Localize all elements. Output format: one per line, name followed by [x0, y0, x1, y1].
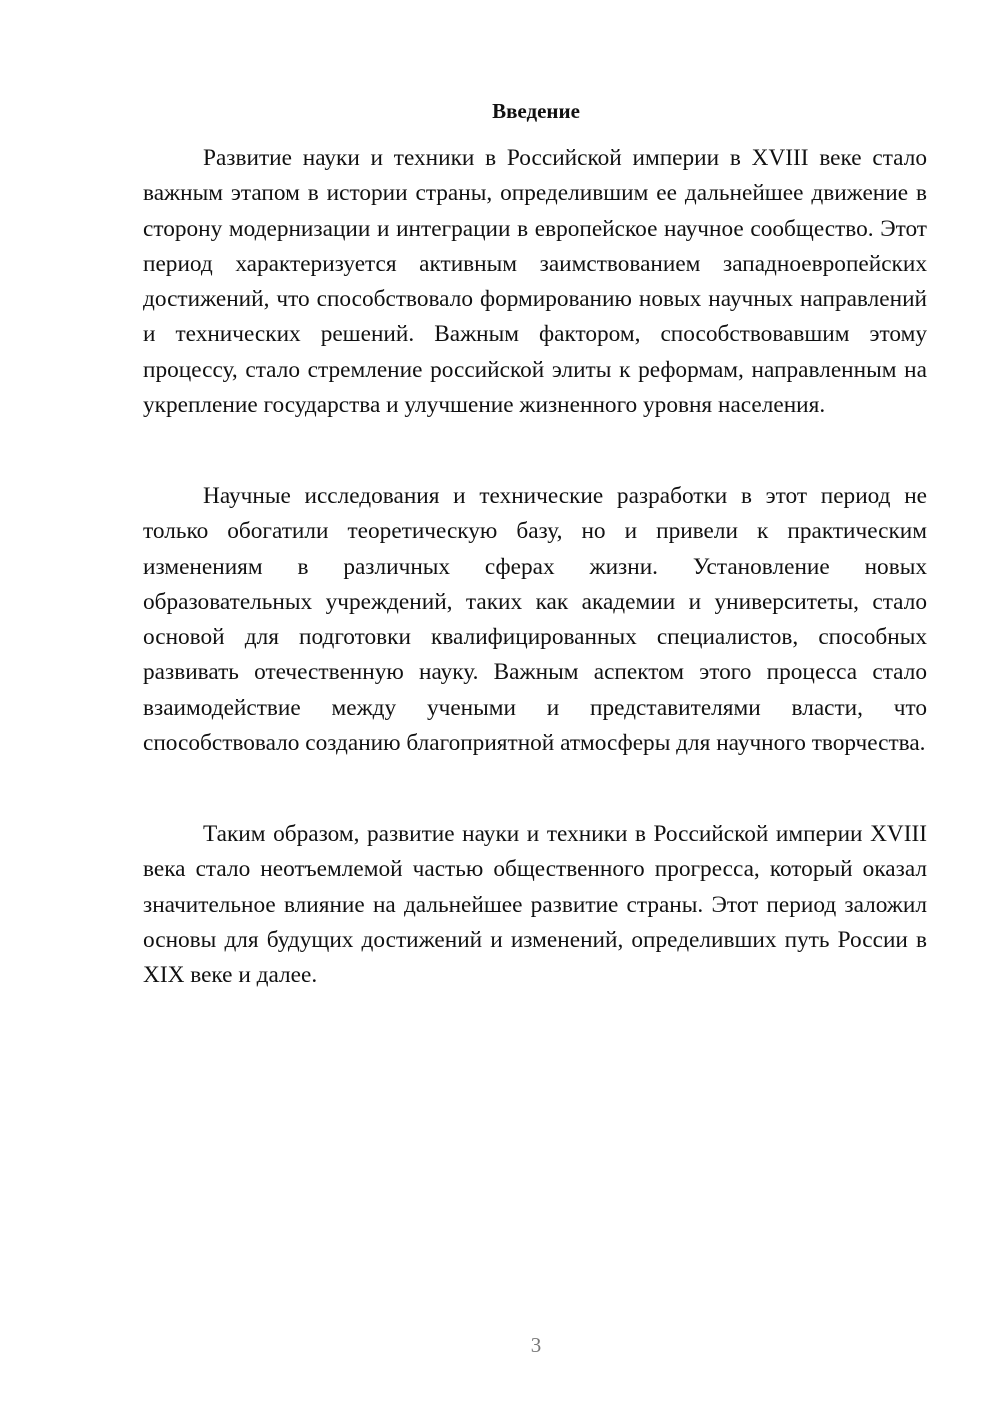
page-number: 3: [530, 1333, 542, 1357]
paragraph-2: Научные исследования и технические разработки в этот период не только обогатили теоретическую базу, но и привели к практическим изменениям в различных сферах жизни. Установление новых образовательных учреждений, таких как академии и университеты, стало основой для подготовки квалифицированных специалистов, способных развивать отечественную науку. Важным аспектом этого процесса стало взаимодействие между учеными и представителями власти, что способствовало созданию благоприятной атмосферы для научного творчества.: [143, 483, 927, 757]
section-title: Введение: [492, 99, 580, 123]
paragraph-3: Таким образом, развитие науки и техники в Российской империи XVIII века стало неотъемлемой частью общественного прогресса, который оказал значительное влияние на дальнейшее развитие страны. Этот период заложил основы для будущих достижений и изменений, определивших путь России в XIX веке и далее.: [143, 821, 927, 989]
paragraph-1: Развитие науки и техники в Российской империи в XVIII веке стало важным этапом в истории страны, определившим ее дальнейшее движение в сторону модернизации и интеграции в европейское научное сообщество. Этот период характеризуется активным заимствованием западноевропейских достижений, что способствовало формированию новых научных направлений и технических решений. Важным фактором, способствовавшим этому процессу, стало стремление российской элиты к реформам, направленным на укрепление государства и улучшение жизненного уровня населения.: [143, 145, 927, 419]
